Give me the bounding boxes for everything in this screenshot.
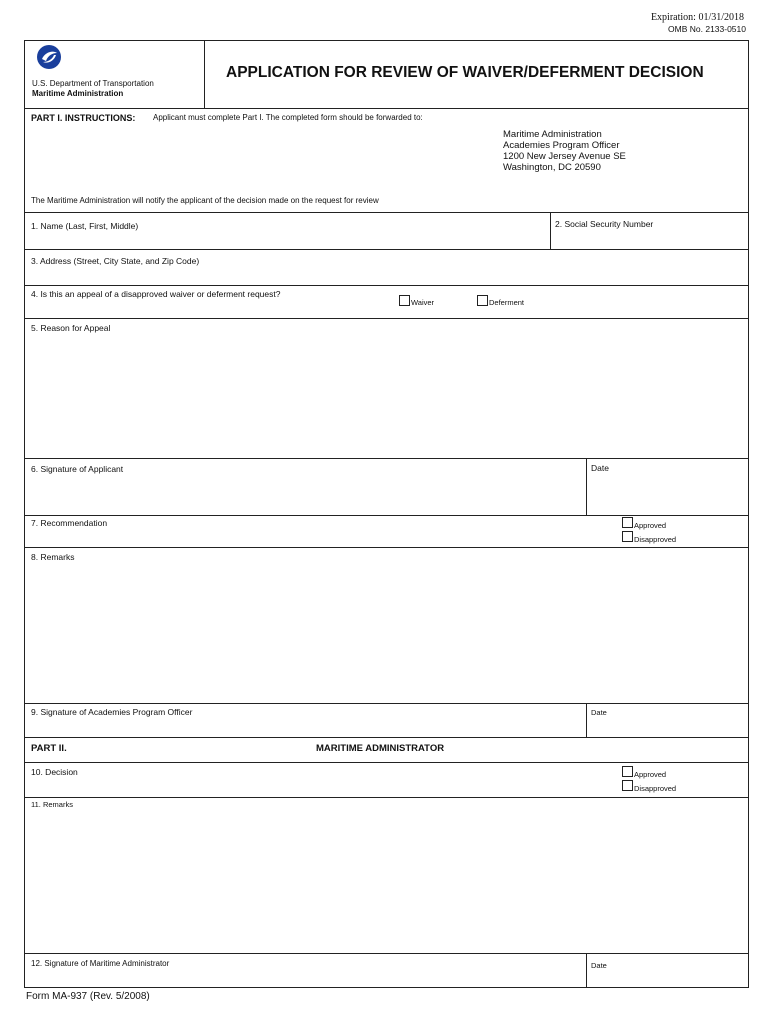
applicant-signature-label: 6. Signature of Applicant (31, 464, 124, 474)
reason-field[interactable] (25, 334, 746, 457)
deferment-label: Deferment (489, 298, 525, 307)
admin-signature-field[interactable] (25, 969, 585, 986)
address-label: 3. Address (Street, City State, and Zip Code) (31, 256, 200, 266)
applicant-signature-field[interactable] (25, 475, 585, 514)
date-label: Date (591, 708, 607, 717)
officer-signature-field[interactable] (25, 718, 585, 736)
dot-logo-icon (36, 44, 62, 70)
waiver-label: Waiver (411, 298, 435, 307)
admin-remarks-label: 11. Remarks (31, 800, 73, 809)
address-field[interactable] (25, 266, 746, 284)
applicant-date-field[interactable] (587, 475, 746, 514)
part1-instruction: Applicant must complete Part I. The completed form should be forwarded to: (153, 113, 423, 122)
part2-subheading: MARITIME ADMINISTRATOR (316, 743, 445, 754)
approved-label: Approved (634, 521, 667, 530)
officer-date-field[interactable] (587, 718, 746, 736)
disapproved-label: Disapproved (634, 535, 677, 544)
part2-heading: PART II. (31, 743, 67, 754)
disapproved-label: Disapproved (634, 784, 677, 793)
admin-signature-label: 12. Signature of Maritime Administrator (31, 959, 170, 968)
expiration-date: Expiration: 01/31/2018 (650, 12, 744, 23)
deferment-checkbox[interactable] (477, 295, 488, 306)
ssn-label: 2. Social Security Number (555, 219, 654, 229)
part1-heading: PART I. INSTRUCTIONS: (31, 113, 136, 123)
recommendation-disapproved-checkbox[interactable] (622, 531, 633, 542)
address-line: Maritime Administration (503, 129, 602, 140)
remarks-field[interactable] (25, 563, 746, 702)
remarks-label: 8. Remarks (31, 552, 75, 562)
decision-disapproved-checkbox[interactable] (622, 780, 633, 791)
date-label: Date (591, 463, 609, 473)
form-title: APPLICATION FOR REVIEW OF WAIVER/DEFERMENT DECISION (226, 64, 704, 81)
address-line: Washington, DC 20590 (503, 162, 601, 173)
forwarding-address (503, 129, 626, 173)
officer-signature-label: 9. Signature of Academies Program Officer (31, 707, 193, 717)
address-line: Academies Program Officer (503, 140, 620, 151)
admin-remarks-field[interactable] (25, 811, 746, 952)
decision-approved-checkbox[interactable] (622, 766, 633, 777)
waiver-checkbox[interactable] (399, 295, 410, 306)
notify-notice: The Maritime Administration will notify the applicant of the decision made on the request for review (31, 196, 379, 205)
name-field[interactable] (25, 230, 549, 248)
recommendation-label: 7. Recommendation (31, 518, 108, 528)
agency-administration: Maritime Administration (32, 89, 124, 98)
agency-department: U.S. Department of Transportation (32, 79, 154, 88)
appeal-question: 4. Is this an appeal of a disapproved waiver or deferment request? (31, 289, 281, 299)
omb-number: OMB No. 2133-0510 (668, 24, 746, 34)
form-number: Form MA-937 (Rev. 5/2008) (26, 991, 150, 1002)
approved-label: Approved (634, 770, 667, 779)
recommendation-approved-checkbox[interactable] (622, 517, 633, 528)
reason-label: 5. Reason for Appeal (31, 323, 111, 333)
ssn-field[interactable] (551, 230, 746, 248)
decision-label: 10. Decision (31, 767, 78, 777)
date-label: Date (591, 961, 607, 970)
name-label: 1. Name (Last, First, Middle) (31, 221, 139, 231)
admin-date-field[interactable] (587, 969, 746, 986)
address-line: 1200 New Jersey Avenue SE (503, 151, 626, 162)
